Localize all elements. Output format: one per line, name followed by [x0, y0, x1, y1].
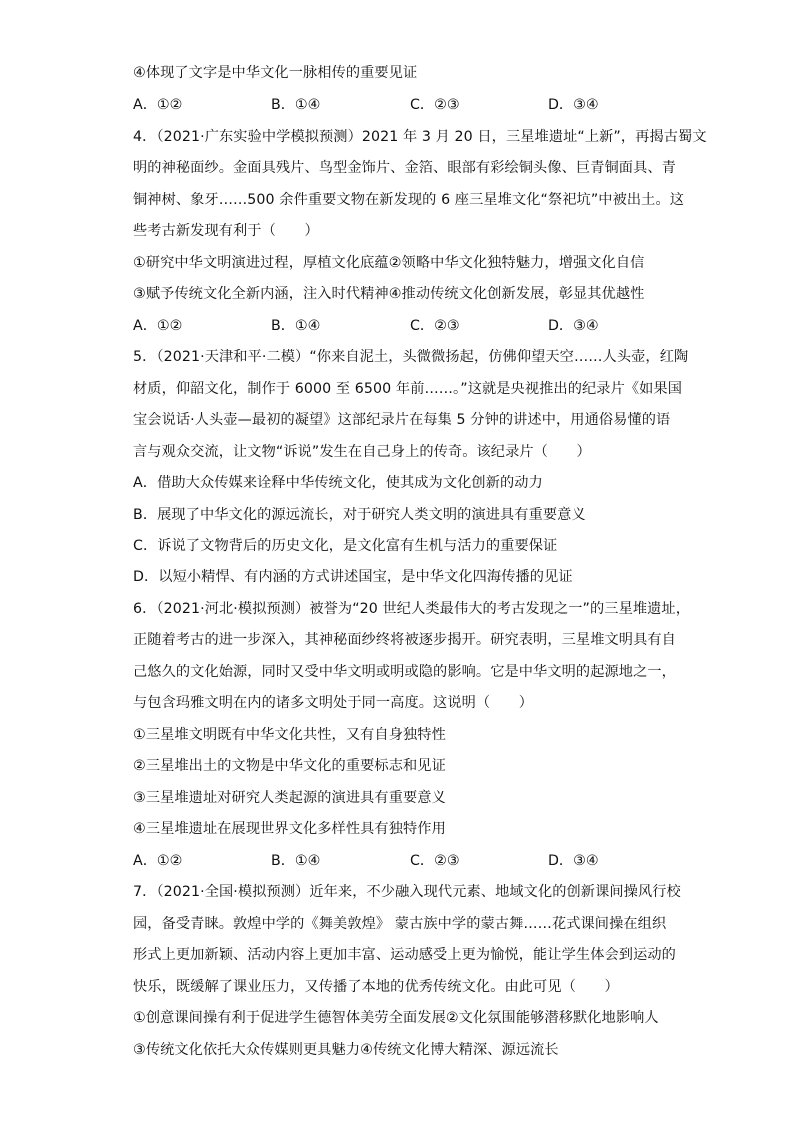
- q6-item-line: ③三星堆遗址对研究人类起源的演进具有重要意义: [133, 790, 446, 806]
- q5-choice-b: B．展现了中华文化的源远流长，对于研究人类文明的演进具有重要意义: [133, 507, 586, 523]
- option-d: D．③④: [548, 97, 599, 113]
- q6-options: [133, 851, 653, 871]
- option-b: B．①④: [271, 853, 321, 869]
- q6-stem-line: 6．（2021·河北·模拟预测）被誉为“20 世纪人类最伟大的考古发现之一”的三星堆遗址，: [133, 601, 691, 617]
- q6-stem-line: 与包含玛雅文明在内的诸多文明处于同一高度。这说明（ ）: [133, 695, 534, 711]
- q4-stem-line: 些考古新发现有利于（ ）: [133, 223, 319, 239]
- q7-stem-line: 园，备受青睐。敦煌中学的《舞美敦煌》 蒙古族中学的蒙古舞……花式课间操在组织: [133, 916, 667, 932]
- option-c: C．②③: [410, 853, 460, 869]
- option-b: B．①④: [271, 97, 321, 113]
- q5-stem-line: 宝会说话·人头壶—最初的凝望》这部纪录片在每集 5 分钟的讲述中，用通俗易懂的语: [133, 412, 671, 428]
- q4-stem-line: 4．（2021·广东实验中学模拟预测）2021 年 3 月 20 日，三星堆遗址“上新”，再揭古蜀文: [133, 129, 707, 145]
- q6-item-line: ②三星堆出土的文物是中华文化的重要标志和见证: [133, 758, 446, 774]
- q4-options: [133, 316, 653, 336]
- option-c: C．②③: [410, 97, 460, 113]
- q5-choice-c: C．诉说了文物背后的历史文化，是文化富有生机与活力的重要保证: [133, 538, 558, 554]
- q4-stem-line: 铜神树、象牙……500 余件重要文物在新发现的 6 座三星堆文化“祭祀坑”中被出土。这: [133, 192, 685, 208]
- q4-item-line: ①研究中华文明演进过程，厚植文化底蕴②领略中华文化独特魅力，增强文化自信: [133, 255, 645, 271]
- q7-stem-line: 快乐，既缓解了课业压力，又传播了本地的优秀传统文化。由此可见（ ）: [133, 979, 619, 995]
- option-a: A．①②: [133, 318, 183, 334]
- prev-item-4: ④体现了文字是中华文化一脉相传的重要见证: [133, 65, 418, 81]
- prev-options: [133, 95, 653, 115]
- q4-item-line: ③赋予传统文化全新内涵，注入时代精神④推动传统文化创新发展，彰显其优越性: [133, 286, 645, 302]
- option-a: A．①②: [133, 853, 183, 869]
- option-c: C．②③: [410, 318, 460, 334]
- q7-stem-line: 形式上更加新颖、活动内容上更加丰富、运动感受上更为愉悦，能让学生体会到运动的: [133, 947, 676, 963]
- q6-stem-line: 己悠久的文化始源，同时又受中华文明或明或隐的影响。它是中华文明的起源地之一，: [133, 664, 676, 680]
- q6-item-line: ①三星堆文明既有中华文化共性，又有自身独特性: [133, 727, 446, 743]
- q7-stem-line: 7．（2021·全国·模拟预测）近年来，不少融入现代元素、地域文化的创新课间操风行校: [133, 884, 681, 900]
- q5-choice-d: D．以短小精悍、有内涵的方式讲述国宝，是中华文化四海传播的见证: [133, 569, 573, 585]
- q4-stem-line: 明的神秘面纱。金面具残片、鸟型金饰片、金箔、眼部有彩绘铜头像、巨青铜面具、青: [133, 160, 676, 176]
- option-b: B．①④: [271, 318, 321, 334]
- q5-stem-line: 5．（2021·天津和平·二模）“你来自泥土，头微微扬起，仿佛仰望天空……人头壶，红陶: [133, 349, 689, 365]
- q5-stem-line: 言与观众交流，让文物“诉说”发生在自己身上的传奇。该纪录片（ ）: [133, 444, 591, 460]
- q5-choice-a: A．借助大众传媒来诠释中华传统文化，使其成为文化创新的动力: [133, 475, 543, 491]
- q5-stem-line: 材质，仰韶文化，制作于 6000 至 6500 年前……。”这就是央视推出的纪录片《如果国: [133, 381, 683, 397]
- q7-item-line: ①创意课间操有利于促进学生德智体美劳全面发展②文化氛围能够潜移默化地影响人: [133, 1010, 659, 1026]
- q7-item-line: ③传统文化依托大众传媒则更具魅力④传统文化博大精深、源远流长: [133, 1042, 559, 1058]
- option-d: D．③④: [548, 853, 599, 869]
- q6-item-line: ④三星堆遗址在展现世界文化多样性具有独特作用: [133, 821, 446, 837]
- option-a: A．①②: [133, 97, 183, 113]
- q6-stem-line: 正随着考古的进一步深入，其神秘面纱终将被逐步揭开。研究表明，三星堆文明具有自: [133, 632, 676, 648]
- option-d: D．③④: [548, 318, 599, 334]
